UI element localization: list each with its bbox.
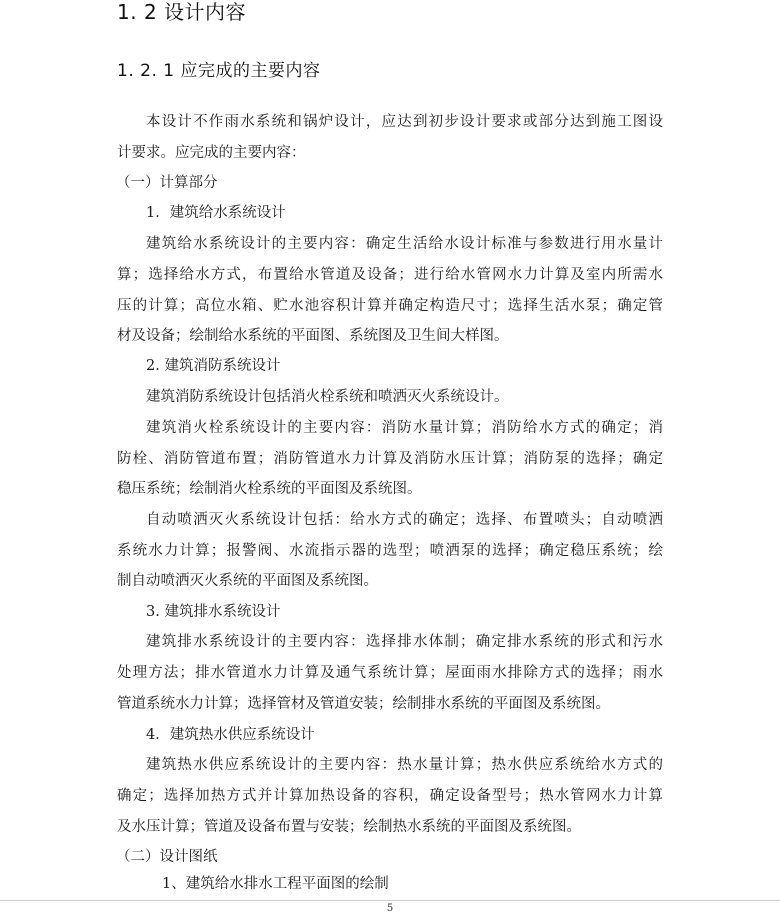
paragraph-line: 建筑排水系统设计的主要内容：选择排水体制；确定排水系统的形式和污水	[146, 634, 663, 650]
subsection-heading: 1. 2. 1 应完成的主要内容	[117, 61, 321, 81]
paragraph-line: 本设计不作雨水系统和锅炉设计，应达到初步设计要求或部分达到施工图设	[146, 114, 663, 130]
paragraph-line: 建筑消防系统设计包括消火栓系统和喷洒灭火系统设计。	[146, 389, 509, 405]
paragraph-line: 处理方法；排水管道水力计算及通气系统计算；屋面雨水排除方式的选择；雨水	[117, 665, 663, 681]
paragraph-line: 自动喷洒灭火系统设计包括：给水方式的确定；选择、布置喷头；自动喷洒	[146, 512, 663, 528]
page-number: 5	[386, 903, 394, 914]
paragraph-line: 建筑消火栓系统设计的主要内容：消防水量计算；消防给水方式的确定；消	[146, 420, 663, 436]
item-heading-drainage: 3. 建筑排水系统设计	[146, 604, 281, 620]
paragraph-line: 系统水力计算；报警阀、水流指示器的选型；喷洒泵的选择；确定稳压系统；绘	[117, 543, 663, 559]
paragraph-line: 压的计算；高位水箱、贮水池容积计算并确定构造尺寸；选择生活水泵；确定管	[117, 298, 663, 314]
drawings-list-item: 1、建筑给水排水工程平面图的绘制	[162, 876, 389, 892]
paragraph-line: 算；选择给水方式，布置给水管道及设备；进行给水管网水力计算及室内所需水	[117, 267, 663, 283]
item-heading-hot-water: 4．建筑热水供应系统设计	[146, 727, 315, 743]
paragraph-line: 防栓、消防管道布置；消防管道水力计算及消防水压计算；消防泵的选择；确定	[117, 451, 663, 467]
paragraph-line: 稳压系统；绘制消火栓系统的平面图及系统图。	[117, 481, 422, 497]
paragraph-line: 制自动喷洒灭火系统的平面图及系统图。	[117, 573, 378, 589]
paragraph-line: 及水压计算；管道及设备布置与安装；绘制热水系统的平面图及系统图。	[117, 819, 581, 835]
item-heading-fire-protection: 2. 建筑消防系统设计	[146, 358, 281, 374]
paragraph-line: 管道系统水力计算；选择管材及管道安装；绘制排水系统的平面图及系统图。	[117, 696, 610, 712]
item-heading-water-supply: 1．建筑给水系统设计	[146, 205, 286, 221]
part-heading-drawings: （二）设计图纸	[116, 849, 218, 865]
section-heading: 1. 2 设计内容	[117, 0, 247, 24]
paragraph-line: 确定；选择加热方式并计算加热设备的容积，确定设备型号；热水管网水力计算	[117, 788, 663, 804]
part-heading-calculation: （一）计算部分	[116, 175, 218, 191]
paragraph-line: 计要求。应完成的主要内容：	[117, 145, 306, 161]
paragraph-line: 建筑给水系统设计的主要内容：确定生活给水设计标准与参数进行用水量计	[146, 236, 663, 252]
paragraph-line: 建筑热水供应系统设计的主要内容：热水量计算；热水供应系统给水方式的	[146, 757, 663, 773]
paragraph-line: 材及设备；绘制给水系统的平面图、系统图及卫生间大样图。	[117, 328, 509, 344]
page-footer-divider	[0, 900, 780, 901]
